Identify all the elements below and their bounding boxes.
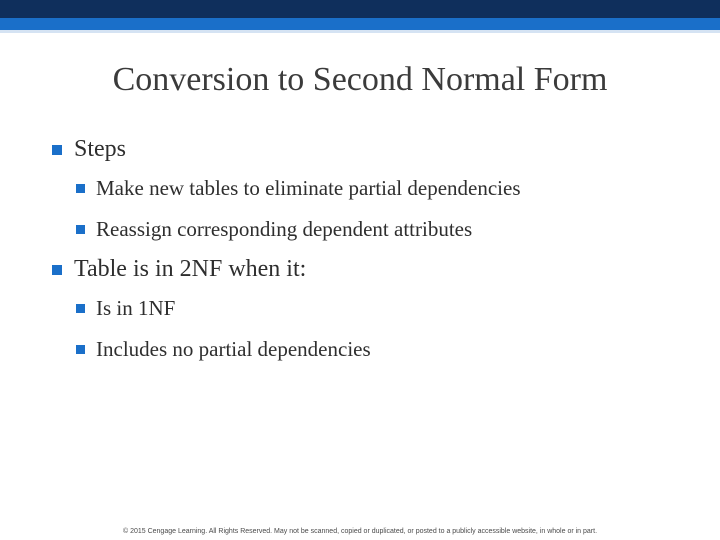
square-bullet-icon <box>76 304 85 313</box>
sub-bullet-item <box>76 209 702 250</box>
sub-bullet-text: Make new tables to eliminate partial dependencies <box>96 176 521 200</box>
square-bullet-icon <box>76 345 85 354</box>
bullet-text: Table is in 2NF when it: <box>74 256 307 282</box>
bullet-text: Steps <box>74 136 127 162</box>
square-bullet-icon <box>76 225 85 234</box>
sub-bullet-text: Includes no partial dependencies <box>96 337 371 361</box>
bullet-item-2nf <box>52 250 702 288</box>
sub-bullet-item <box>76 288 702 329</box>
header-band-dark <box>0 0 720 18</box>
copyright-footer: © 2015 Cengage Learning. All Rights Reserved. May not be scanned, copied or duplicated, or posted to a publicly accessible website, in whole or in part. <box>122 528 598 535</box>
sub-bullet-item <box>76 168 702 209</box>
bullet-item-steps <box>52 130 702 168</box>
bullet-list <box>52 130 702 370</box>
sub-bullet-text: Is in 1NF <box>96 296 176 320</box>
square-bullet-icon <box>52 145 62 155</box>
slide-title: Conversion to Second Normal Form <box>112 61 608 98</box>
header-band-line <box>0 30 720 33</box>
header-band-accent <box>0 18 720 30</box>
square-bullet-icon <box>52 265 62 275</box>
square-bullet-icon <box>76 184 85 193</box>
sub-bullet-item <box>76 329 702 370</box>
sub-bullet-text: Reassign corresponding dependent attributes <box>96 217 473 241</box>
